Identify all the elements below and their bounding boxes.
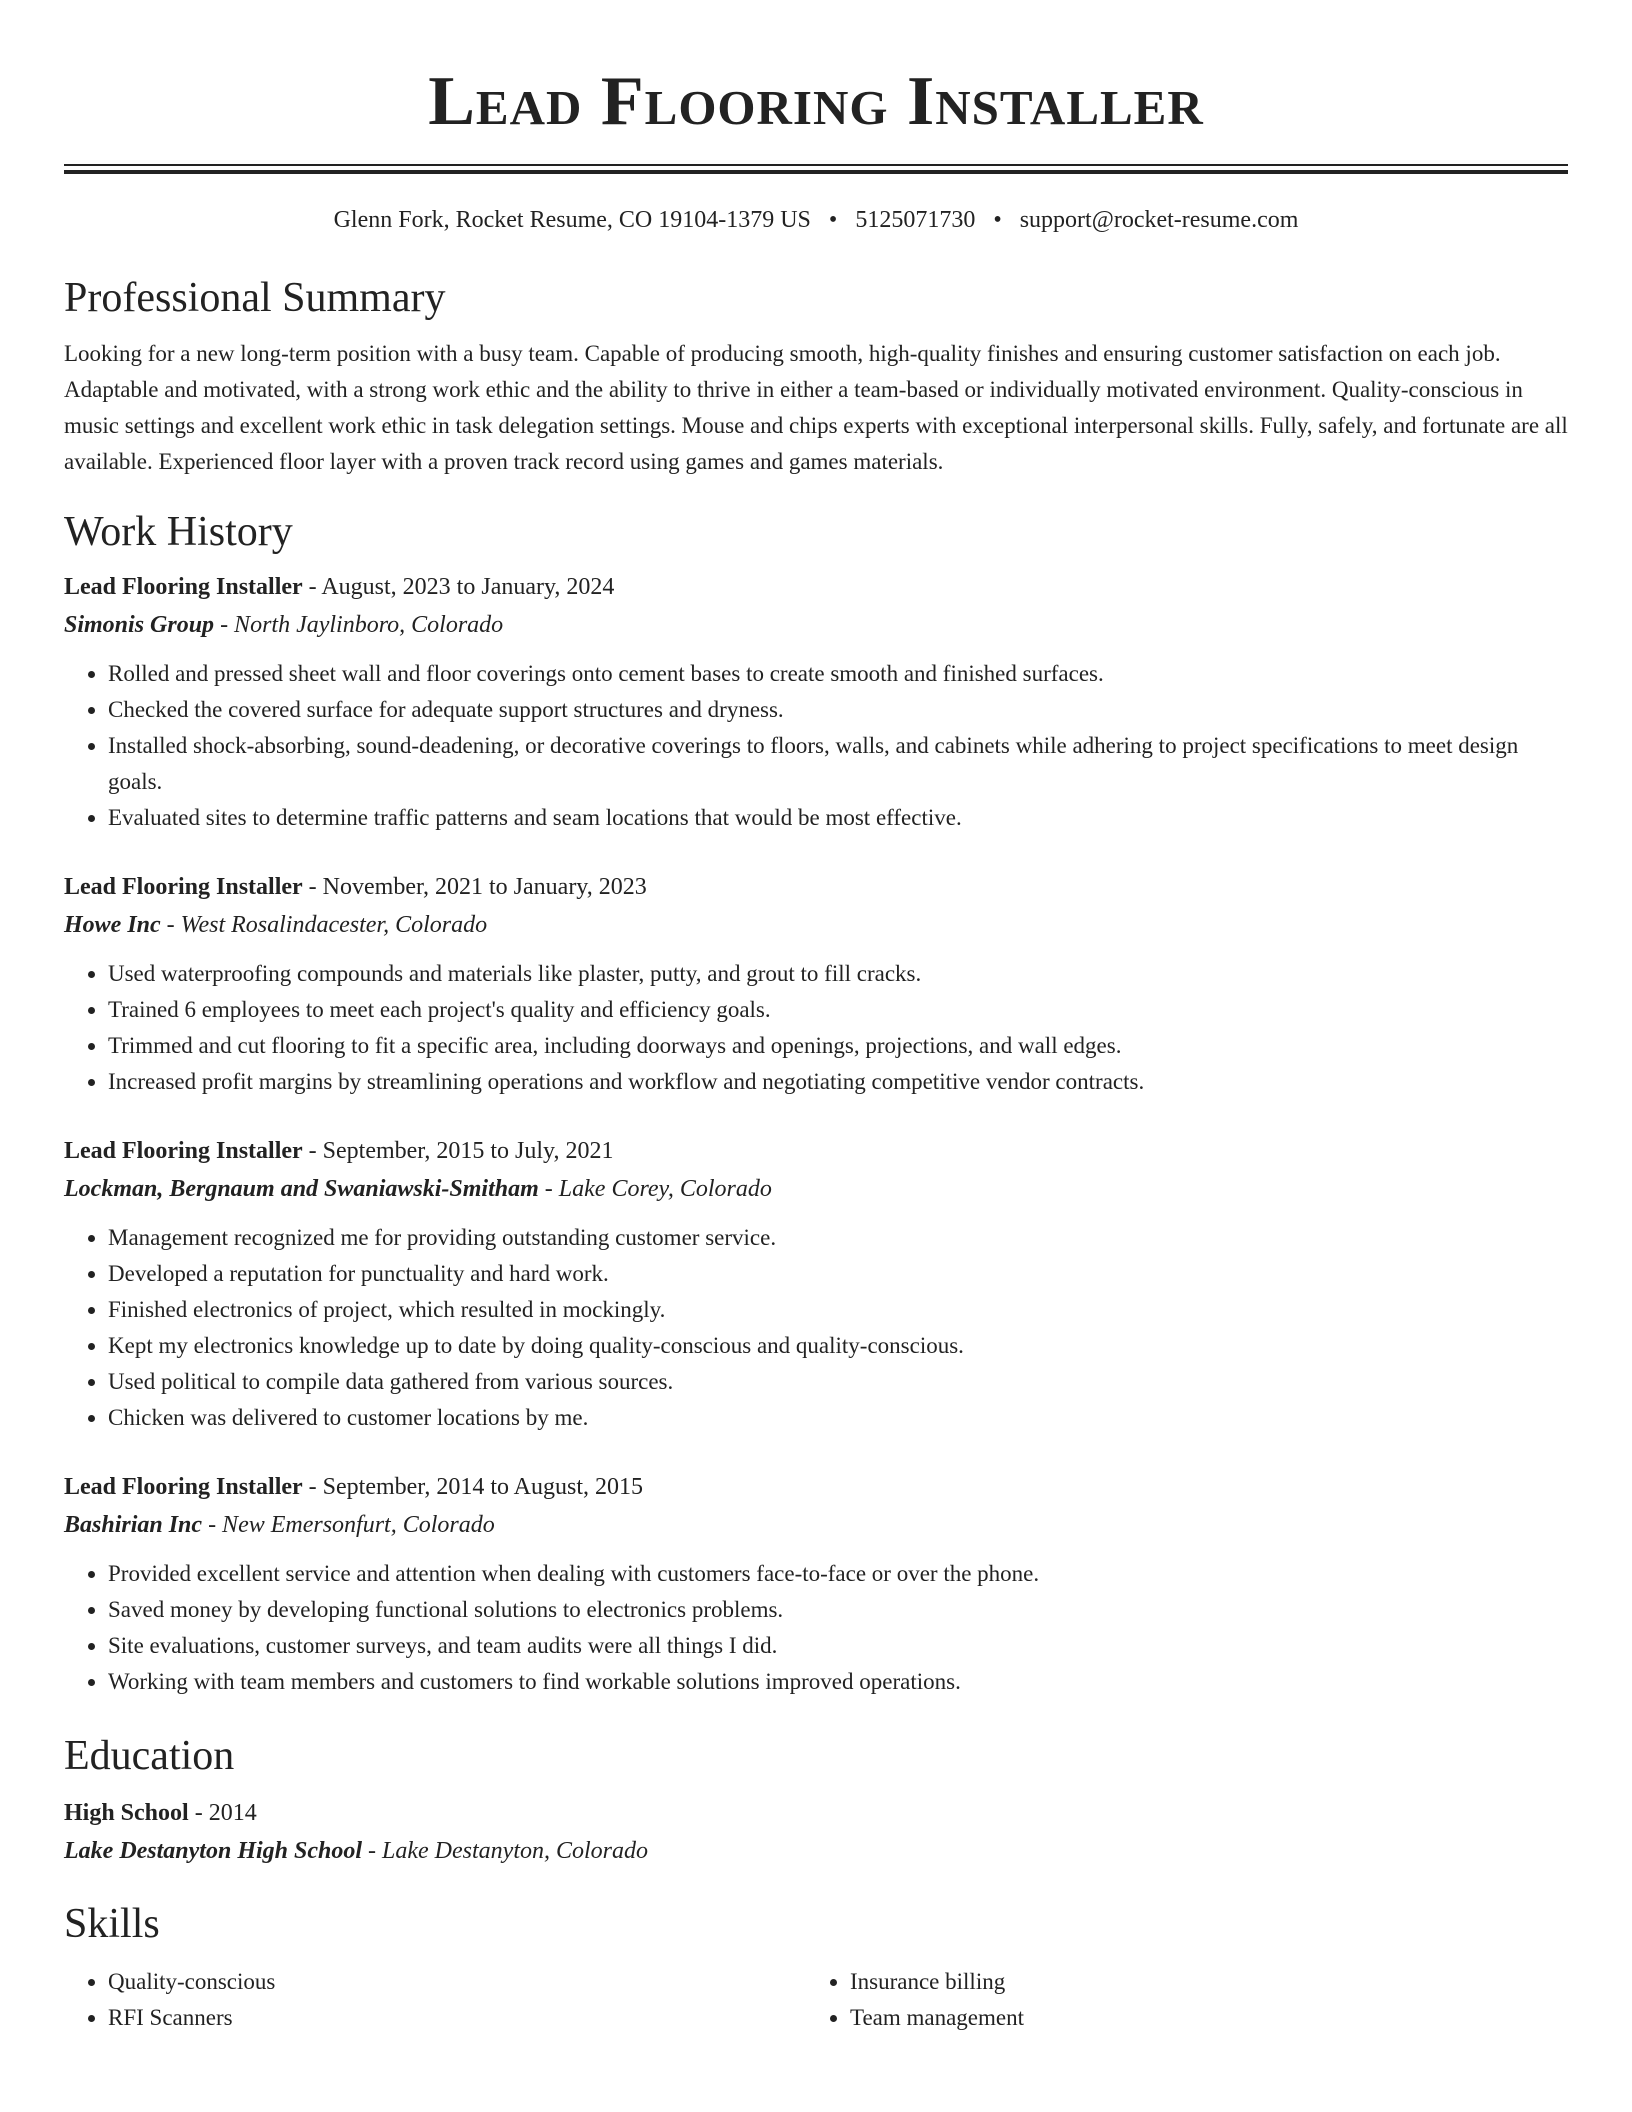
job-entry (64, 868, 1568, 1100)
education-degree: High School (64, 1800, 189, 1826)
contact-separator: • (993, 207, 1002, 233)
job-bullet: • Installed shock-absorbing, sound-deadening, or decorative coverings to floors, walls, and cabinets while adhering to project specifications to meet design goals. (108, 728, 1568, 800)
job-company-line (64, 606, 1568, 644)
job-dates: - November, 2021 to January, 2023 (302, 874, 647, 900)
contact-separator: • (828, 207, 838, 233)
job-bullet: • Trained 6 employees to meet each project's quality and efficiency goals. (108, 992, 1568, 1028)
job-company: Simonis Group (64, 612, 215, 638)
job-company-line (64, 906, 1568, 944)
contact-address: Glenn Fork, Rocket Resume, CO 19104-1379 US (333, 207, 811, 233)
job-bullet: • Rolled and pressed sheet wall and floor coverings onto cement bases to create smooth and finished surfaces. (108, 656, 1568, 692)
contact-phone: 5125071730 (855, 207, 976, 233)
job-title-line (64, 568, 1568, 606)
education-year: - 2014 (188, 1800, 257, 1826)
job-dates: - September, 2014 to August, 2015 (302, 1474, 644, 1500)
work-history-heading: Work History (64, 509, 293, 555)
job-bullet: • Kept my electronics knowledge up to date by doing quality-conscious and quality-conscious. (108, 1328, 1568, 1364)
job-bullet: • Chicken was delivered to customer locations by me. (108, 1400, 1568, 1436)
education-heading: Education (64, 1733, 235, 1779)
skills-column-right (806, 1964, 1548, 2036)
skill-item: • Quality-conscious (108, 1964, 806, 2000)
job-bullets (64, 1556, 1568, 1700)
job-bullet: • Management recognized me for providing outstanding customer service. (108, 1220, 1568, 1256)
job-role: Lead Flooring Installer (64, 1474, 303, 1500)
job-location: - Lake Corey, Colorado (538, 1176, 772, 1202)
summary-text: Looking for a new long-term position with a busy team. Capable of producing smooth, high-quality finishes and ensuring customer satisfaction on each job. Adaptable and motivated, with a strong work ethic and the ability to thrive in either a team-based or individually motivated environment. Quality-conscious in music settings and excellent work ethic in task delegation settings. Mouse and chips experts with exceptional interpersonal skills. Fully, safely, and fortunate are all available. Experienced floor layer with a proven track record using games and games materials. (64, 341, 1568, 474)
education-degree-line (64, 1794, 1568, 1832)
skills-column-left (64, 1964, 806, 2036)
job-bullet: • Provided excellent service and attention when dealing with customers face-to-face or over the phone. (108, 1556, 1568, 1592)
education-entry (64, 1794, 1568, 1870)
summary-heading: Professional Summary (64, 275, 446, 321)
job-entry (64, 1468, 1568, 1700)
job-location: - West Rosalindacester, Colorado (160, 912, 488, 938)
resume-page (64, 0, 1568, 2036)
job-bullet: • Trimmed and cut flooring to fit a specific area, including doorways and openings, projections, and wall edges. (108, 1028, 1568, 1064)
job-title-line (64, 868, 1568, 906)
job-bullet: • Site evaluations, customer surveys, and team audits were all things I did. (108, 1628, 1568, 1664)
job-role: Lead Flooring Installer (64, 874, 303, 900)
resume-name: Lead Flooring Installer (428, 63, 1204, 140)
job-company: Howe Inc (64, 912, 161, 938)
job-bullets (64, 656, 1568, 836)
skill-item: • Insurance billing (850, 1964, 1548, 2000)
job-bullet: • Used waterproofing compounds and materials like plaster, putty, and grout to fill cracks. (108, 956, 1568, 992)
job-dates: - September, 2015 to July, 2021 (302, 1138, 614, 1164)
job-entry (64, 568, 1568, 836)
contact-email: support@rocket-resume.com (1019, 207, 1299, 233)
job-bullets (64, 1220, 1568, 1436)
job-bullet: • Working with team members and customers to find workable solutions improved operations. (108, 1664, 1568, 1700)
header-divider (64, 164, 1568, 174)
job-bullet: • Finished electronics of project, which resulted in mockingly. (108, 1292, 1568, 1328)
job-company: Lockman, Bergnaum and Swaniawski-Smitham (64, 1176, 539, 1202)
job-title-line (64, 1132, 1568, 1170)
job-bullet: • Used political to compile data gathered from various sources. (108, 1364, 1568, 1400)
job-bullet: • Increased profit margins by streamlining operations and workflow and negotiating competitive vendor contracts. (108, 1064, 1568, 1100)
contact-line (64, 204, 1568, 236)
job-bullet: • Saved money by developing functional solutions to electronics problems. (108, 1592, 1568, 1628)
job-entry (64, 1132, 1568, 1436)
job-company: Bashirian Inc (64, 1512, 203, 1538)
job-bullet: • Evaluated sites to determine traffic patterns and seam locations that would be most effective. (108, 800, 1568, 836)
job-dates: - August, 2023 to January, 2024 (302, 574, 615, 600)
job-title-line (64, 1468, 1568, 1506)
skill-item: • Team management (850, 2000, 1548, 2036)
skill-item: • RFI Scanners (108, 2000, 806, 2036)
job-company-line (64, 1170, 1568, 1208)
skills-heading: Skills (64, 1901, 160, 1947)
job-bullet: • Checked the covered surface for adequate support structures and dryness. (108, 692, 1568, 728)
job-bullet: • Developed a reputation for punctuality and hard work. (108, 1256, 1568, 1292)
education-location: - Lake Destanyton, Colorado (362, 1838, 649, 1864)
job-role: Lead Flooring Installer (64, 574, 303, 600)
job-company-line (64, 1506, 1568, 1544)
education-school: Lake Destanyton High School (64, 1838, 363, 1864)
job-location: - North Jaylinboro, Colorado (214, 612, 504, 638)
skills-grid (64, 1964, 1568, 2036)
job-location: - New Emersonfurt, Colorado (202, 1512, 495, 1538)
education-school-line (64, 1832, 1568, 1870)
job-bullets (64, 956, 1568, 1100)
job-role: Lead Flooring Installer (64, 1138, 303, 1164)
